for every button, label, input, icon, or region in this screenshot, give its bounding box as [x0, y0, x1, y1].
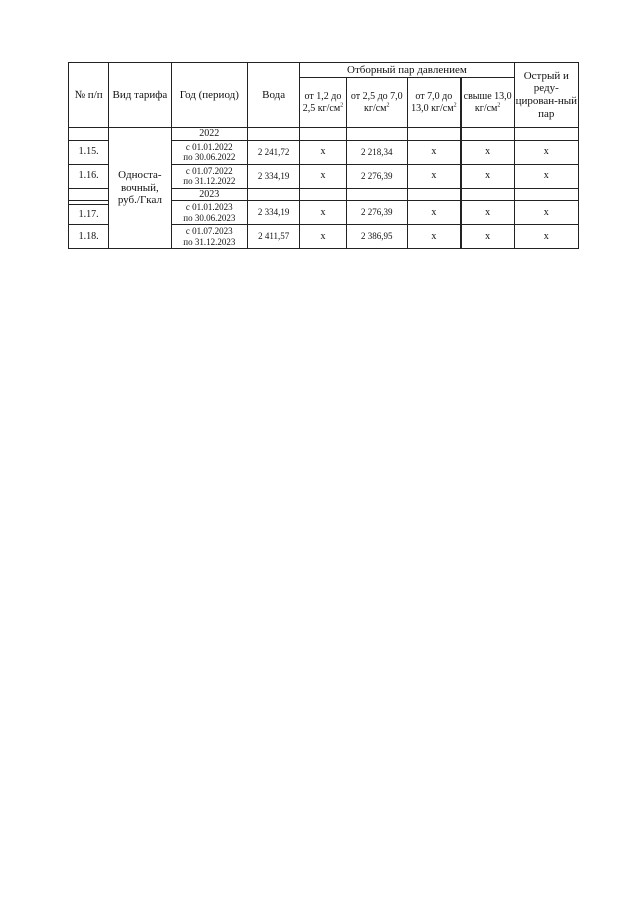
sharp-value: х: [514, 164, 578, 188]
header-sharp-steam: Острый и реду-цирован-ный пар: [514, 63, 578, 128]
row-num: 1.15.: [69, 140, 109, 164]
row-period: [171, 140, 247, 164]
p3-value: х: [407, 164, 460, 188]
p3-value: х: [407, 201, 460, 225]
header-pressure-2-sup: 2: [386, 102, 390, 109]
period-end: по 30.06.2023: [183, 212, 236, 223]
period-start: с 01.07.2023: [185, 226, 233, 237]
row-num: 1.17.: [69, 205, 109, 225]
header-pressure-2: [346, 78, 407, 128]
header-pressure-4-label: свыше 13,0 кг/см: [463, 91, 512, 114]
period-start: с 01.07.2022: [185, 165, 233, 176]
tariff-table: [68, 62, 579, 249]
p2-value: 2 276,39: [346, 164, 407, 188]
p1-value: х: [300, 201, 346, 225]
header-pressure-1-label: от 1,2 до 2,5 кг/см: [302, 91, 342, 114]
p4-value: х: [461, 164, 514, 188]
empty-cell: [407, 128, 460, 141]
header-water: Вода: [248, 63, 300, 128]
tariff-type-cell: Односта-вочный, руб./Гкал: [109, 128, 171, 249]
year-label-2022: 2022: [171, 128, 247, 141]
header-pressure-1: [300, 78, 346, 128]
row-num: 1.18.: [69, 225, 109, 249]
header-pressure-4-sup: 2: [497, 102, 501, 109]
sharp-value: х: [514, 225, 578, 249]
header-steam-group: Отборный пар давлением: [300, 63, 514, 78]
p1-value: х: [300, 225, 346, 249]
empty-cell: [407, 188, 460, 201]
row-period: [171, 164, 247, 188]
p2-value: 2 218,34: [346, 140, 407, 164]
water-value: 2 334,19: [248, 201, 300, 225]
empty-cell: [300, 128, 346, 141]
header-pressure-3-label: от 7,0 до 13,0 кг/см: [411, 91, 454, 114]
header-pressure-3: [407, 78, 460, 128]
empty-cell: [514, 188, 578, 201]
empty-cell: [514, 128, 578, 141]
p3-value: х: [407, 140, 460, 164]
row-period: [171, 225, 247, 249]
empty-cell: [69, 128, 109, 141]
sharp-value: х: [514, 140, 578, 164]
p2-value: 2 386,95: [346, 225, 407, 249]
empty-cell: [461, 128, 514, 141]
water-value: 2 334,19: [248, 164, 300, 188]
water-value: 2 241,72: [248, 140, 300, 164]
p1-value: х: [300, 164, 346, 188]
p4-value: х: [461, 201, 514, 225]
empty-cell: [346, 128, 407, 141]
header-num: № п/п: [69, 63, 109, 128]
period-start: с 01.01.2023: [185, 202, 233, 213]
empty-cell: [461, 188, 514, 201]
p3-value: х: [407, 225, 460, 249]
period-end: по 30.06.2022: [183, 152, 236, 162]
p4-value: х: [461, 225, 514, 249]
header-pressure-2-label: от 2,5 до 7,0 кг/см: [350, 91, 403, 114]
p2-value: 2 276,39: [346, 201, 407, 225]
period-end: по 31.12.2022: [183, 176, 236, 186]
row-num: 1.16.: [69, 164, 109, 188]
empty-cell: [346, 188, 407, 201]
empty-cell: [300, 188, 346, 201]
p1-value: х: [300, 140, 346, 164]
year-row-2022: [69, 128, 579, 141]
water-value: 2 411,57: [248, 225, 300, 249]
year-label-2023: 2023: [171, 188, 247, 201]
header-pressure-1-sup: 2: [340, 102, 344, 109]
period-end: по 31.12.2023: [183, 236, 236, 247]
empty-cell: [248, 188, 300, 201]
p4-value: х: [461, 140, 514, 164]
empty-cell: [248, 128, 300, 141]
row-period: [171, 201, 247, 225]
header-period: Год (период): [171, 63, 247, 128]
period-start: с 01.01.2022: [185, 141, 233, 152]
header-tariff-type: Вид тарифа: [109, 63, 171, 128]
empty-cell: [69, 188, 109, 201]
header-pressure-4: [461, 78, 514, 128]
header-pressure-3-sup: 2: [453, 102, 457, 109]
sharp-value: х: [514, 201, 578, 225]
